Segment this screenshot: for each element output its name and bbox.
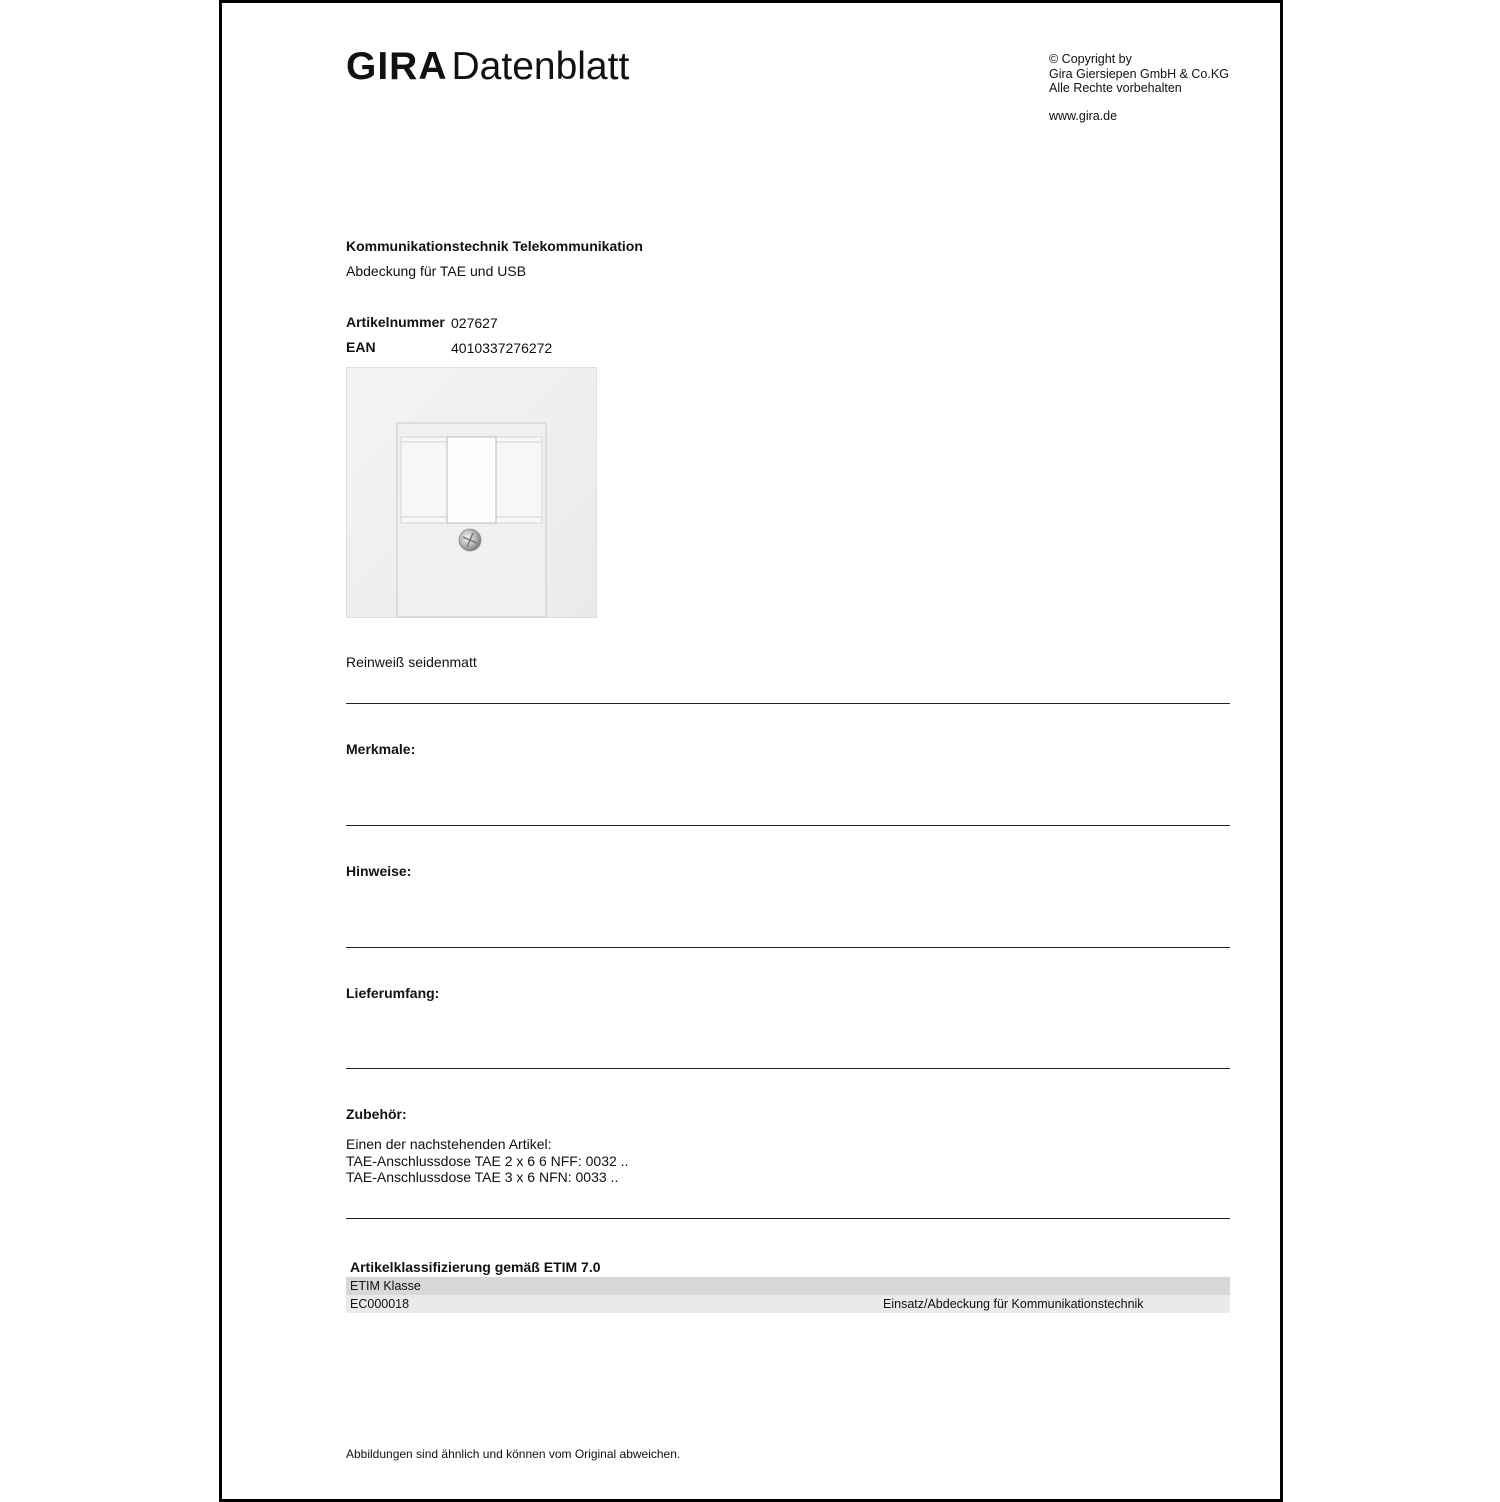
- datasheet-page: [219, 0, 1283, 1502]
- etim-code-cell: EC000018: [350, 1297, 410, 1311]
- product-category: Kommunikationstechnik Telekommunikation: [346, 238, 643, 254]
- section-divider: [346, 1218, 1230, 1219]
- article-number-label: Artikelnummer: [346, 314, 445, 330]
- table-row: [346, 1295, 1230, 1313]
- list-item: TAE-Anschlussdose TAE 2 x 6 6 NFF: 0032 ..: [346, 1152, 629, 1169]
- delivery-heading: Lieferumfang:: [346, 985, 440, 1001]
- article-number-value: 027627: [451, 315, 498, 331]
- etim-header-cell: ETIM Klasse: [350, 1279, 421, 1293]
- section-divider: [346, 947, 1230, 948]
- brand-name: GIRA: [346, 45, 448, 88]
- product-color: Reinweiß seidenmatt: [346, 654, 477, 670]
- accessories-heading: Zubehör:: [346, 1106, 407, 1122]
- etim-description-cell: Einsatz/Abdeckung für Kommunikationstechnik: [883, 1297, 1144, 1311]
- ean-value: 4010337276272: [451, 340, 553, 356]
- section-divider: [346, 1068, 1230, 1069]
- section-divider: [346, 703, 1230, 704]
- features-heading: Merkmale:: [346, 741, 416, 757]
- copyright-line: Alle Rechte vorbehalten: [1049, 81, 1182, 95]
- list-item: Einen der nachstehenden Artikel:: [346, 1136, 552, 1152]
- document-type: Datenblatt: [451, 45, 630, 88]
- accessories-list: [346, 1136, 628, 1186]
- ean-label: EAN: [346, 339, 376, 355]
- table-row: [346, 1277, 1230, 1295]
- copyright-line: Gira Giersiepen GmbH & Co.KG: [1049, 66, 1229, 81]
- footer-disclaimer: Abbildungen sind ähnlich und können vom Original abweichen.: [346, 1447, 681, 1461]
- copyright-line: © Copyright by: [1049, 52, 1132, 66]
- brand-logo: [346, 47, 629, 86]
- notes-heading: Hinweise:: [346, 863, 412, 879]
- list-item: TAE-Anschlussdose TAE 3 x 6 NFN: 0033 ..: [346, 1169, 619, 1185]
- website-link[interactable]: www.gira.de: [1049, 109, 1118, 123]
- product-name: Abdeckung für TAE und USB: [346, 263, 527, 279]
- etim-title: Artikelklassifizierung gemäß ETIM 7.0: [350, 1259, 601, 1275]
- etim-table: [346, 1277, 1230, 1313]
- copyright-notice: [1049, 52, 1229, 96]
- product-image: [346, 367, 597, 618]
- section-divider: [346, 825, 1230, 826]
